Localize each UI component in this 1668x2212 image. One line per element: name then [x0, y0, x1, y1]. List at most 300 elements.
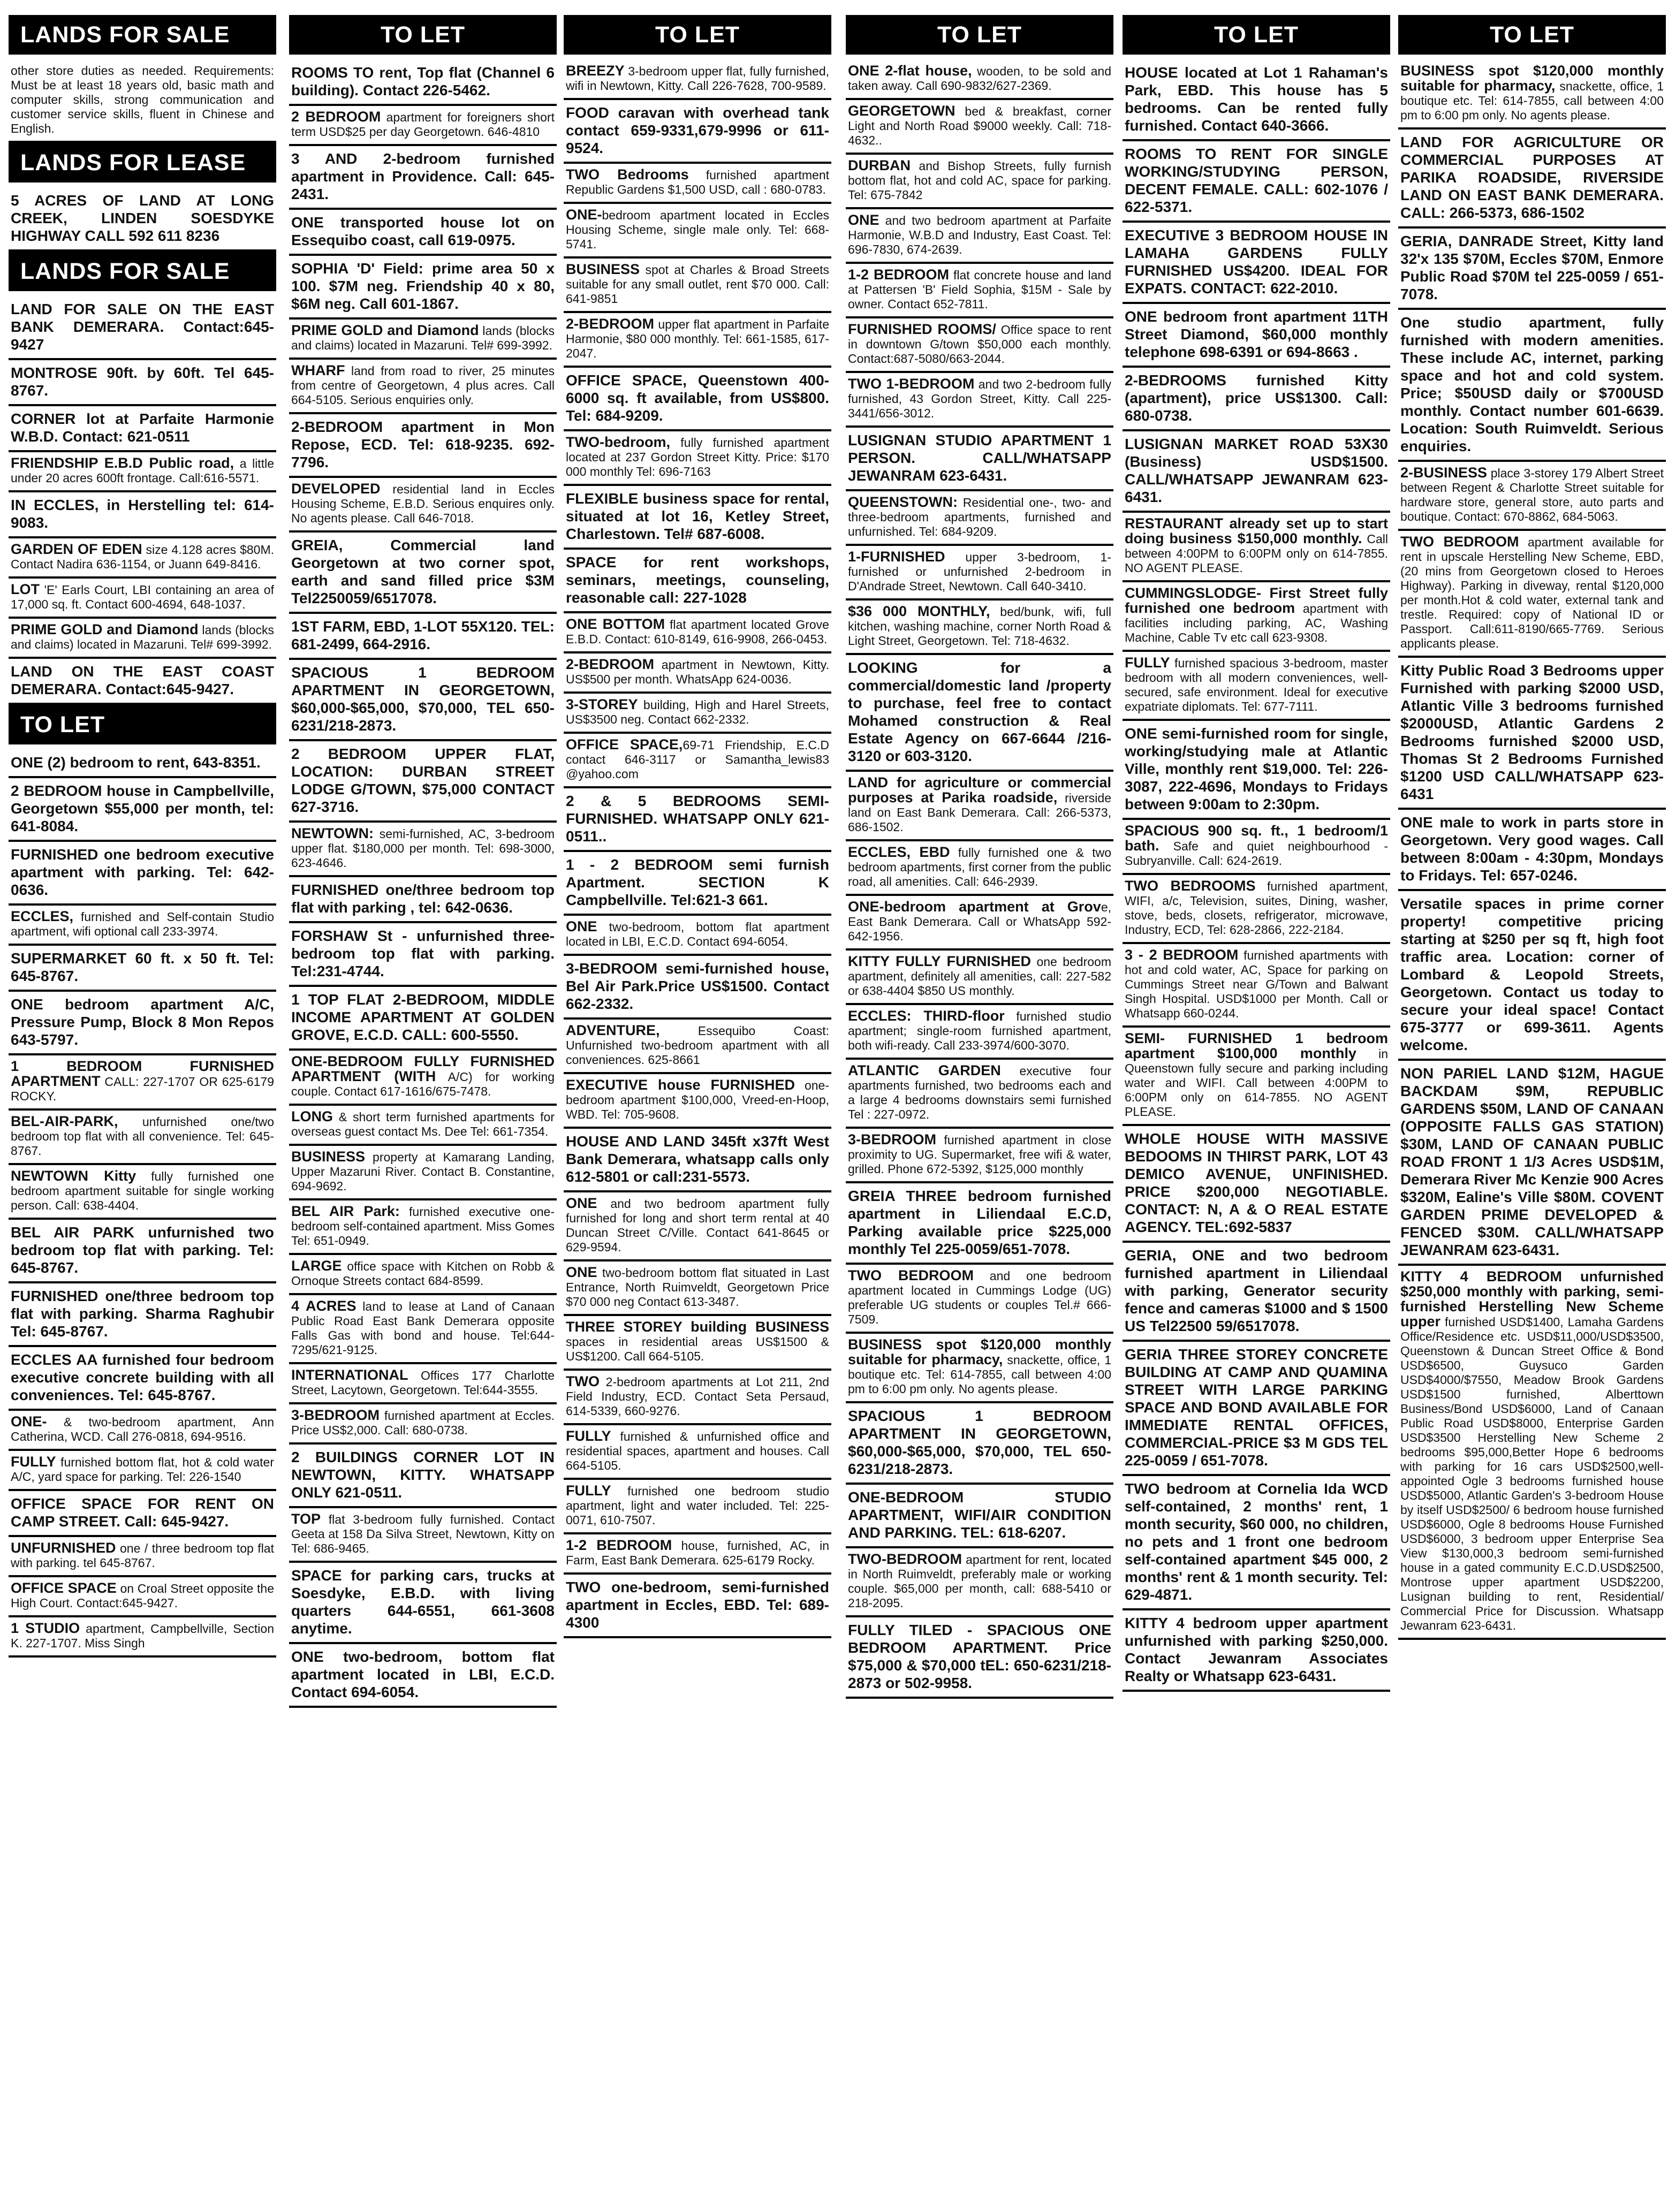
classified-ad	[846, 1265, 1113, 1334]
section-header-to-let: TO LET	[846, 15, 1113, 55]
ad-lead: ONE 2-flat house,	[848, 63, 972, 79]
ad-text: snackette, office, 1 boutique etc. Tel: 614-7855, call between 4:00 pm to 6:00 pm only. No agents please.	[848, 1353, 1111, 1396]
classified-ad	[1123, 652, 1390, 721]
classified-ad	[9, 906, 276, 946]
ad-text: 'E' Earls Court, LBI containing an area of 17,000 sq. ft. Contact 600-4694, 648-1037.	[11, 583, 274, 611]
ad-text: property at Kamarang Landing, Upper Mazaruni River. Contact B. Constantine, 694-9692.	[291, 1150, 555, 1193]
ad-text: OFFICE SPACE, Queenstown 400-6000 sq. ft available, from US$800. Tel: 684-9209.	[566, 372, 829, 424]
ad-lead: ECCLES, EBD	[848, 844, 950, 860]
classified-ad	[846, 1617, 1113, 1699]
classified-ad	[289, 923, 557, 987]
ad-lead: 1 BEDROOM FURNISHED APARTMENT	[11, 1058, 274, 1089]
ad-text: land from road to river, 25 minutes from centre of Georgetown, 4 plus acres. Call 664-5105. Serious enquiries only.	[291, 364, 555, 407]
ad-text: ROOMS TO rent, Top flat (Channel 6 building). Contact 226-5462.	[291, 64, 555, 98]
classified-ad	[9, 992, 276, 1055]
ad-text: One studio apartment, fully furnished with modern amenities. These include AC, internet, parking space and hot and cold system. Price; $50USD daily or $700USD monthly. Contact number 601-6639. Location: South Ruimveldt. Serious enquiries.	[1400, 314, 1664, 454]
section-header-to-let: TO LET	[1398, 15, 1666, 55]
classified-ad	[289, 741, 557, 823]
ad-text: one bedroom apartment, definitely all amenities, call: 227-582 or 638-4404 $850 US monthly.	[848, 955, 1111, 998]
classified-ad	[564, 613, 831, 653]
classified-ad	[9, 579, 276, 619]
ad-text: furnished spacious 3-bedroom, master bedroom with all modern conveniences, well-secured, safe environment. Ideal for executive expatriate diplomats. Tel: 677-7111.	[1125, 656, 1388, 713]
ad-lead: OFFICE SPACE,	[566, 736, 683, 752]
ad-lead: FULLY	[1125, 655, 1170, 671]
ad-lead: 3 - 2 BEDROOM	[1125, 947, 1239, 963]
classified-ad	[846, 951, 1113, 1005]
ad-lead: $36 000 MONTHLY,	[848, 603, 990, 619]
ad-text: furnished studio apartment; single-room furnished apartment, both wifi-ready. Call 233-3974/600-3070.	[848, 1009, 1111, 1052]
ad-text: furnished apartments with hot and cold water, AC, Space for parking on Cummings Street near G/Town and Balwant Singh Hospital. USD$1000 per Month. Call or Whatsapp 660-0244.	[1125, 948, 1388, 1020]
ad-lead: KITTY 4 BEDROOM unfurnished $250,000 monthly with parking, semi-furnished Herstelling New Scheme upper	[1400, 1268, 1664, 1329]
ad-lead: ONE-	[11, 1413, 47, 1430]
ad-text: ONE bedroom apartment A/C, Pressure Pump, Block 8 Mon Repos 643-5797.	[11, 996, 274, 1048]
ad-lead: ONE-BEDROOM FULLY FURNISHED APARTMENT (WITH	[291, 1053, 555, 1084]
classified-ad	[289, 823, 557, 877]
classified-ad	[564, 1129, 831, 1192]
ad-text: 2-BEDROOM apartment in Mon Repose, ECD. Tel: 618-9235. 692-7796.	[291, 419, 555, 470]
classified-ad	[9, 1617, 276, 1658]
ad-text: BEL AIR PARK unfurnished two bedroom top flat with parking. Tel: 645-8767.	[11, 1224, 274, 1276]
ad-lead: 1-2 BEDROOM	[566, 1537, 672, 1553]
classified-ad	[1398, 229, 1666, 310]
ad-text: furnished and Self-contain Studio apartment, wifi optional call 233-3974.	[11, 910, 274, 938]
ad-lead: 3-BEDROOM	[291, 1407, 380, 1423]
classified-ad	[564, 1371, 831, 1425]
classified-ad	[9, 1165, 276, 1220]
column-3	[564, 15, 831, 2201]
classified-ad	[1398, 60, 1666, 130]
ad-text: Essequibo Coast: Unfurnished two-bedroom apartment with all conveniences. 625-8661	[566, 1024, 829, 1067]
ad-text: 2-BEDROOMS furnished Kitty (apartment), price US$1300. Call: 680-0738.	[1125, 372, 1388, 424]
ad-text: LAND FOR AGRICULTURE OR COMMERCIAL PURPOSES AT PARIKA ROADSIDE, RIVERSIDE LAND ON EAST BANK DEMERARA. CALL: 266-5373, 686-1502	[1400, 134, 1664, 221]
classified-ad	[1123, 513, 1390, 582]
ad-lead: TOP	[291, 1511, 321, 1527]
classified-ad	[846, 896, 1113, 951]
ad-lead: 1-FURNISHED	[848, 549, 945, 565]
ad-lead: ONE	[566, 1195, 597, 1211]
ad-text: place 3-storey 179 Albert Street between Regent & Charlotte Street suitable for hardware store, general store, auto parts and boutique. Contact: 670-8862, 684-5063.	[1400, 466, 1664, 523]
classified-ad	[564, 1192, 831, 1261]
ad-text: ONE semi-furnished room for single, working/studying male at Atlantic Ville, monthly rent $19,000. Tel: 226-3087, 222-4696, Mondays to Fridays between 9:00am to 2:30pm.	[1125, 725, 1388, 812]
ad-text: 3 AND 2-bedroom furnished apartment in Providence. Call: 645-2431.	[291, 150, 555, 202]
classified-ad	[564, 100, 831, 164]
ad-text: LUSIGNAN MARKET ROAD 53X30 (Business) USD$1500. CALL/WHATSAPP JEWANRAM 623-6431.	[1125, 436, 1388, 505]
ad-text: one-bedroom apartment $100,000, Vreed-en-Hoop, WBD. Tel: 705-9608.	[566, 1078, 829, 1121]
ad-text: TWO bedroom at Cornelia Ida WCD self-contained, 2 months' rent, 1 month security, $60 000, no children, no pets and 1 front one bedroom self-contained apartment $45 000, 2 months' rent & 1 month security. Tel: 629-4871.	[1125, 1480, 1388, 1603]
ad-text: apartment in Newtown, Kitty. US$500 per month. WhatsApp 624-0036.	[566, 658, 829, 686]
classified-ad	[1123, 1342, 1390, 1476]
ad-text: ONE two-bedroom, bottom flat apartment located in LBI, E.C.D. Contact 694-6054.	[291, 1648, 555, 1700]
classified-ad	[289, 1255, 557, 1295]
classified-ad	[564, 550, 831, 613]
ad-text: flat 3-bedroom fully furnished. Contact Geeta at 158 Da Silva Street, Newtown, Kitty on Tel: 686-9465.	[291, 1512, 555, 1555]
ad-text: GREIA, Commercial land Georgetown at two corner spot, earth and sand filled price $3M Tel2250059/6517078.	[291, 537, 555, 606]
ad-text: fully furnished apartment located at 237 Gordon Street Kitty. Price: $170 000 monthly Tel: 696-7163	[566, 436, 829, 478]
ad-text: spot at Charles & Broad Streets suitable for any small outlet, rent $70 000. Call: 641-9851	[566, 263, 829, 306]
classified-ad	[289, 60, 557, 106]
classified-ad	[289, 1644, 557, 1708]
classified-ad	[564, 259, 831, 313]
ad-lead: 2-BUSINESS	[1400, 465, 1488, 481]
ad-text: on Croal Street opposite the High Court. Contact:645-9427.	[11, 1582, 274, 1610]
classified-ad	[564, 1534, 831, 1575]
ad-text: LAND ON THE EAST COAST DEMERARA. Contact:645-9427.	[11, 663, 274, 697]
classified-ad	[289, 320, 557, 360]
classified-ad	[9, 1347, 276, 1411]
ad-text: ONE male to work in parts store in Georgetown. Very good wages. Call between 8:00am - 4:30pm, Mondays to Fridays. Tel: 657-0246.	[1400, 814, 1664, 884]
classified-ad	[1398, 310, 1666, 462]
classified-ad	[846, 318, 1113, 373]
ad-text: FORSHAW St - unfurnished three-bedroom top flat with parking. Tel:231-4744.	[291, 928, 555, 979]
ad-lead: FURNISHED ROOMS/	[848, 321, 996, 337]
classified-ad	[9, 1220, 276, 1283]
ad-lead: 1-2 BEDROOM	[848, 267, 950, 283]
ad-lead: TWO 1-BEDROOM	[848, 376, 975, 392]
classified-ad	[1123, 721, 1390, 820]
ad-lead: TWO	[566, 1373, 600, 1389]
ad-text: CORNER lot at Parfaite Harmonie W.B.D. Contact: 621-0511	[11, 411, 274, 445]
ad-text: riverside land on East Bank Demerara. Call: 266-5373, 686-1502.	[848, 791, 1112, 834]
ad-text: OFFICE SPACE FOR RENT ON CAMP STREET. Call: 645-9427.	[11, 1495, 274, 1530]
ad-lead: ONE	[848, 212, 880, 228]
ad-lead: 3-STOREY	[566, 696, 638, 712]
ad-text: flat apartment located Grove E.B.D. Contact: 610-8149, 616-9908, 266-0453.	[566, 618, 829, 646]
ad-text: apartment available for rent in upscale Herstelling New Scheme, EBD, (20 mins from Georgetown closed to Heroes Highway). Parking in diveway, rental $120,000 per month.Hot & cold water, external tank and trestle. Required: copy of National ID or Passport. Call:611-8190/665-7769. Serious applicants please.	[1400, 535, 1664, 650]
ad-lead: ADVENTURE,	[566, 1022, 660, 1038]
ad-text: & short term furnished apartments for overseas guest contact Ms. Dee Tel: 661-7354.	[291, 1110, 555, 1138]
classified-ad	[1398, 891, 1666, 1061]
ad-text: apartment with facilities including parking, AC, Washing Machine, Cable Tv etc call 623-9308.	[1125, 602, 1388, 644]
ad-text: A/C) for working couple. Contact 617-1616/675-7478.	[291, 1070, 555, 1098]
classified-ad	[1123, 1126, 1390, 1243]
classified-ad	[564, 694, 831, 734]
classified-ad	[846, 60, 1113, 100]
classified-ad	[9, 946, 276, 992]
classified-ad	[9, 538, 276, 579]
ad-text: furnished executive one-bedroom self-contained apartment. Miss Gomes Tel: 651-0949.	[291, 1205, 555, 1248]
column-5	[1123, 15, 1390, 2201]
ad-lead: RESTAURANT already set up to start doing business $150,000 monthly.	[1125, 515, 1388, 546]
classified-ad	[9, 297, 276, 360]
ad-text: furnished apartment, WIFI, a/c, Television, suites, Dining, washer, stove, beds, closets, refrigerator, microwave, Industry, ECD, Tel: 628-2866, 222-2184.	[1125, 879, 1388, 937]
ad-text: furnished apartment at Eccles. Price US$2,000. Call: 680-0738.	[291, 1409, 555, 1437]
classified-ad	[289, 146, 557, 210]
ad-lead: 3-BEDROOM	[848, 1131, 937, 1147]
ad-text: LOOKING for a commercial/domestic land /property to purchase, feel free to contact Mohamed construction & Real Estate Agency on 667-6644 /216-3120 or 603-3120.	[848, 659, 1111, 764]
classified-ad	[564, 204, 831, 259]
ad-text: furnished apartment in close proximity to UG. Supermarket, free wifi & water, grilled. Phone 672-5392, $125,000 monthly	[848, 1133, 1111, 1176]
classified-ad	[9, 188, 276, 252]
ad-text: lands (blocks and claims) located in Mazaruni. Tel# 699-3992.	[11, 623, 275, 651]
classified-ad	[846, 1183, 1113, 1265]
ad-text: ONE-BEDROOM STUDIO APARTMENT, WIFI/AIR CONDITION AND PARKING. TEL: 618-6207.	[848, 1489, 1111, 1541]
section-header: LANDS FOR SALE	[9, 252, 276, 291]
classified-ad	[846, 1060, 1113, 1129]
ad-text: building, High and Harel Streets, US$3500 neg. Contact 662-2332.	[566, 698, 829, 726]
classified-ad	[846, 491, 1113, 546]
ad-lead: WHARF	[291, 362, 345, 378]
ad-text: flat concrete house and land at Pattersen 'B' Field Sophia, $15M - Sale by owner. Contact 652-7811.	[848, 268, 1111, 311]
classified-ad	[564, 60, 831, 100]
ad-text: Office space to rent in downtown G/town $50,000 each monthly. Contact:687-5080/663-2044.	[848, 323, 1112, 366]
ad-text: 2 BEDROOM house in Campbellville, Georgetown $55,000 per month, tel: 641-8084.	[11, 782, 274, 834]
ad-text: in Queenstown fully secure and parking including water and WIFI. Call between 4:00PM to 6:00PM only on 614-7855. NO AGENT PLEASE.	[1125, 1047, 1388, 1119]
ad-text: unfurnished one/two bedroom top flat with all convenience. Tel: 645-8767.	[11, 1115, 274, 1158]
ad-text: executive four apartments furnished, two bedrooms each and a large 4 bedrooms downstairs semi furnished Tel : 227-0972.	[848, 1064, 1111, 1121]
ad-text: and one bedroom apartment located in Cummings Lodge (UG) preferable UG students or couples Tel.# 666-7509.	[848, 1269, 1111, 1326]
ad-text: 1ST FARM, EBD, 1-LOT 55X120. TEL: 681-2499, 664-2916.	[291, 618, 555, 652]
ad-text: 2 BEDROOM UPPER FLAT, LOCATION: DURBAN STREET LODGE G/TOWN, $75,000 CONTACT 627-3716.	[291, 746, 555, 815]
classified-ad	[1123, 60, 1390, 141]
ad-lead: ATLANTIC GARDEN	[848, 1062, 1001, 1078]
section-header-to-let: TO LET	[1123, 15, 1390, 55]
classified-ad	[564, 1425, 831, 1480]
classified-ad	[564, 1074, 831, 1129]
classified-ad	[9, 619, 276, 659]
ad-lead: ONE-bedroom apartment at Grov	[848, 899, 1101, 915]
classified-ad	[564, 916, 831, 956]
ad-text: GERIA, ONE and two bedroom furnished apartment in Liliendaal with parking, Generator security fence and cameras $1000 and $ 1500 US Tel22500 59/6517078.	[1125, 1247, 1388, 1334]
column-4	[846, 15, 1113, 2201]
ad-text: snackette, office, 1 boutique etc. Tel: 614-7855, call between 4:00 pm to 6:00 pm only. No agents please.	[1400, 79, 1664, 122]
ad-text: and two 2-bedroom fully furnished, 43 Gordon Street, Kitty. Call 225- 3441/656-3012.	[848, 377, 1111, 420]
ad-lead: PRIME GOLD and Diamond	[11, 621, 199, 637]
section-header-to-let: TO LET	[564, 15, 831, 55]
classified-ad	[289, 210, 557, 256]
classified-ad	[289, 1563, 557, 1644]
classified-ad	[1123, 304, 1390, 368]
classified-ad	[289, 1200, 557, 1255]
ad-lead: SPACIOUS 900 sq. ft., 1 bedroom/1 bath.	[1125, 823, 1388, 854]
ad-text: furnished bottom flat, hot & cold water A/C, yard space for parking. Tel: 226-1540	[11, 1455, 274, 1484]
classified-ad	[564, 1480, 831, 1534]
classified-ad	[846, 264, 1113, 318]
ad-text: house, furnished, AC, in Farm, East Bank Demerara. 625-6179 Rocky.	[566, 1539, 829, 1567]
classified-ad	[289, 256, 557, 320]
ad-text: furnished & unfurnished office and residential spaces, apartment and houses. Call 664-5105.	[566, 1430, 829, 1472]
ad-text: ONE (2) bedroom to rent, 643-8351.	[11, 754, 261, 771]
ad-lead: 2-BEDROOM	[566, 656, 655, 672]
ad-text: one / three bedroom top flat with parking. tel 645-8767.	[11, 1541, 274, 1570]
ad-text: NON PARIEL LAND $12M, HAGUE BACKDAM $9M, REPUBLIC GARDENS $50M, LAND OF CANAAN (OPPOSITE FALLS GAS STATION) $30M, LAND OF CANAAN PUBLIC ROAD FRONT 1 1/3 Acres USD$1M, Demerara River Mc Kenzie 900 Acres $320M, Ealine's Ville $80M. COVENT GARDEN PRIME DEVELOPED & FENCED $30M. CALL/WHATSAPP JEWANRAM 623-6431.	[1400, 1065, 1664, 1258]
ad-text: FURNISHED one/three bedroom top flat with parking. Sharma Raghubir Tel: 645-8767.	[11, 1288, 274, 1340]
classified-ad	[289, 360, 557, 414]
ad-lead: KITTY FULLY FURNISHED	[848, 953, 1032, 969]
ad-text: 1 - 2 BEDROOM semi furnish Apartment. SECTION K Campbellville. Tel:621-3 661.	[566, 856, 829, 908]
ad-text: 3-BEDROOM semi-furnished house, Bel Air Park.Price US$1500. Contact 662-2332.	[566, 960, 829, 1012]
ad-lead: TWO BEDROOM	[848, 1267, 974, 1283]
ad-text: furnished one bedroom studio apartment, light and water included. Tel: 225-0071, 610-7507.	[566, 1484, 829, 1527]
ad-text: Residential one-, two- and three-bedroom apartments, furnished and unfurnished. Tel: 684-9209.	[848, 496, 1111, 538]
ad-lead: OFFICE SPACE	[11, 1580, 117, 1596]
column-6	[1398, 15, 1666, 2201]
ad-text: SPACE for parking cars, trucks at Soesdyke, E.B.D. with living quarters 644-6551, 661-3608 anytime.	[291, 1567, 555, 1637]
classified-ad	[564, 956, 831, 1020]
ad-text: bed & breakfast, corner Light and North Road $9000 weekly. Call: 718-4632..	[848, 104, 1111, 147]
classified-ad	[289, 660, 557, 741]
classified-ad	[9, 360, 276, 406]
classified-ad	[9, 406, 276, 452]
classified-ad	[846, 546, 1113, 600]
classified-ad	[9, 778, 276, 842]
ad-text: & two-bedroom apartment, Ann Catherina, WCD. Call 276-0818, 694-9516.	[11, 1415, 274, 1443]
ad-text: 69-71 Friendship, E.C.D contact 646-3117 or Samantha_lewis83 @yahoo.com	[566, 738, 829, 781]
classified-ad	[1398, 462, 1666, 531]
ad-text: CALL: 227-1707 OR 625-6179 ROCKY.	[11, 1075, 274, 1103]
ad-text: SOPHIA 'D' Field: prime area 50 x 100. $7M neg. Friendship 40 x 80, $6M neg. Call 601-1867.	[291, 260, 555, 312]
section-header: TO LET	[9, 705, 276, 744]
ad-text: FULLY TILED - SPACIOUS ONE BEDROOM APARTMENT. Price $75,000 & $70,000 tEL: 650-6231/218-2873 or 502-9958.	[848, 1622, 1111, 1691]
classified-ad	[846, 100, 1113, 155]
section-header-to-let: TO LET	[289, 15, 557, 55]
ad-lead: ONE	[566, 918, 597, 934]
ad-lead: BUSINESS spot $120,000 monthly suitable for pharmacy,	[1400, 63, 1664, 94]
classified-ad	[289, 1146, 557, 1200]
ad-text: TWO one-bedroom, semi-furnished apartment in Eccles, EBD. Tel: 689-4300	[566, 1579, 829, 1631]
ad-text: wooden, to be sold and taken away. Call 690-9832/627-2369.	[848, 64, 1111, 93]
classified-ad	[289, 1295, 557, 1364]
classified-ad	[846, 1334, 1113, 1403]
classified-ad	[9, 750, 276, 778]
ad-text: 2 BUILDINGS CORNER LOT IN NEWTOWN, KITTY. WHATSAPP ONLY 621-0511.	[291, 1449, 555, 1501]
ad-lead: NEWTOWN:	[291, 825, 374, 841]
ad-lead: TWO BEDROOMS	[1125, 878, 1256, 894]
ad-lead: UNFURNISHED	[11, 1540, 116, 1556]
ad-text: 5 ACRES OF LAND AT LONG CREEK, LINDEN SOESDYKE HIGHWAY CALL 592 611 8236	[11, 192, 274, 244]
classified-ad	[1398, 1266, 1666, 1640]
ad-text: upper flat apartment in Parfaite Harmonie, $80 000 monthly. Tel: 661-1585, 617-2047.	[566, 317, 829, 360]
classified-ad	[1123, 820, 1390, 875]
classified-ad	[289, 1364, 557, 1404]
ad-lead: TWO BEDROOM	[1400, 534, 1519, 550]
ad-lead: TWO Bedrooms	[566, 166, 689, 183]
ad-lead: LOT	[11, 581, 40, 597]
ad-text: semi-furnished, AC, 3-bedroom upper flat. $180,000 per month. Tel: 698-3000, 623-4646.	[291, 827, 555, 870]
classified-ad	[9, 452, 276, 492]
ad-lead: TWO-BEDROOM	[848, 1551, 962, 1567]
classified-ad	[9, 659, 276, 705]
classified-ad	[289, 1051, 557, 1106]
ad-lead: BEL-AIR-PARK,	[11, 1113, 118, 1129]
ad-text: ROOMS TO RENT FOR SINGLE WORKING/STUDYING PERSON, DECENT FEMALE. CALL: 602-1076 / 622-5371.	[1125, 146, 1388, 215]
classified-ad	[289, 614, 557, 660]
classified-ad	[564, 1020, 831, 1074]
classified-ad	[846, 841, 1113, 896]
classified-ad	[564, 1261, 831, 1316]
classified-ad	[289, 1404, 557, 1445]
ad-lead: ECCLES: THIRD-floor	[848, 1008, 1005, 1024]
ad-text: KITTY 4 bedroom upper apartment unfurnished with parking $250,000. Contact Jewanram Associates Realty or Whatsapp 623-6431.	[1125, 1615, 1388, 1684]
ad-text: ECCLES AA furnished four bedroom executive concrete building with all conveniences. Tel: 645-8767.	[11, 1351, 274, 1403]
column-1	[9, 15, 276, 2201]
classified-ad	[9, 60, 276, 143]
classified-ad	[289, 1445, 557, 1508]
classified-ad	[846, 772, 1113, 841]
ad-lead: GARDEN OF EDEN	[11, 541, 142, 557]
ad-text: FLEXIBLE business space for rental, situated at lot 16, Ketley Street, Charlestown. Tel# 687-6008.	[566, 490, 829, 542]
ad-text: spaces in residential areas US$1500 & US$1200. Call 664-5105.	[566, 1335, 829, 1363]
classified-ad	[1123, 944, 1390, 1028]
classified-ad	[846, 1548, 1113, 1617]
ad-lead: BUSINESS	[566, 261, 640, 277]
ad-text: SPACIOUS 1 BEDROOM APARTMENT IN GEORGETOWN, $60,000-$65,000, $70,000, TEL 650-6231/218-2873.	[291, 664, 555, 734]
ad-lead: SEMI- FURNISHED 1 bedroom apartment $100,000 monthly	[1125, 1030, 1388, 1061]
classified-ad	[846, 155, 1113, 209]
ad-text: 2-bedroom apartments at Lot 211, 2nd Field Industry, ECD. Contact Seta Persaud, 614-5339, 660-9276.	[566, 1375, 829, 1418]
classified-ad	[1398, 531, 1666, 658]
classified-ad	[846, 600, 1113, 655]
ad-text: and two bedroom apartment at Parfaite Harmonie, W.B.D and Industry, East Coast. Tel: 696-7830, 674-2639.	[848, 214, 1111, 256]
ad-lead: FRIENDSHIP E.B.D Public road,	[11, 455, 234, 471]
ad-text: a little under 20 acres 600ft frontage. Call:616-5571.	[11, 457, 274, 485]
ad-text: fully furnished one & two bedroom apartments, first corner from the public road, all amenities. Call: 646-2939.	[848, 846, 1111, 888]
classified-ad	[289, 533, 557, 614]
classified-ad	[9, 1537, 276, 1577]
classified-ad	[1123, 582, 1390, 652]
classified-ad	[564, 788, 831, 852]
ad-text: LAND FOR SALE ON THE EAST BANK DEMERARA. Contact:645-9427	[11, 301, 274, 353]
ad-text: HOUSE located at Lot 1 Rahaman's Park, EBD. This house has 5 bedrooms. Can be rented fully furnished. Contact 640-3666.	[1125, 64, 1388, 134]
ad-text: FURNISHED one bedroom executive apartment with parking. Tel: 642-0636.	[11, 846, 274, 898]
classified-ad	[846, 209, 1113, 264]
classified-ad	[564, 164, 831, 204]
ad-text: office space with Kitchen on Robb & Ornoque Streets contact 684-8599.	[291, 1259, 555, 1288]
ad-text: land to lease at Land of Canaan Public Road East Bank Demerara opposite Falls Gas with bond and house. Tel:644-7295/621-9125.	[291, 1299, 555, 1357]
classified-ad	[1123, 1610, 1390, 1692]
ad-lead: CUMMINGSLODGE- First Street fully furnished one bedroom	[1125, 585, 1388, 616]
ad-text: two-bedroom bottom flat situated in Last Entrance, North Ruimveldt, Georgetown Price $70 000 neg Contact 613-3487.	[566, 1266, 829, 1309]
classified-ad	[564, 431, 831, 486]
ad-text: Offices 177 Charlotte Street, Lacytown, Georgetown. Tel:644-3555.	[291, 1369, 555, 1397]
ad-lead: ONE	[566, 1264, 597, 1280]
classified-ad	[9, 1577, 276, 1617]
classified-ad	[289, 1106, 557, 1146]
classified-ad	[9, 1111, 276, 1165]
classified-ad	[289, 414, 557, 478]
ad-lead: 2-BEDROOM	[566, 316, 655, 332]
ad-text: FOOD caravan with overhead tank contact 659-9331,679-9996 or 611-9524.	[566, 104, 829, 156]
classified-ad	[846, 655, 1113, 772]
classified-ad	[846, 1403, 1113, 1485]
classified-ad	[289, 478, 557, 533]
ad-lead: ECCLES,	[11, 908, 74, 924]
classified-ad	[9, 1451, 276, 1491]
ad-lead: PRIME GOLD and Diamond	[291, 322, 479, 338]
classified-ad	[564, 486, 831, 550]
ad-text: lands (blocks and claims) located in Mazaruni. Tel# 699-3992.	[291, 324, 555, 352]
ad-lead: NEWTOWN Kitty	[11, 1168, 137, 1184]
classified-ad	[564, 1316, 831, 1371]
classified-ad	[564, 313, 831, 368]
ad-text: SPACE for rent workshops, seminars, meetings, counseling, reasonable call: 227-1028	[566, 554, 829, 606]
classified-ad	[1123, 141, 1390, 223]
ad-text: GERIA, DANRADE Street, Kitty land 32'x 135 $70M, Eccles $70M, Enmore Public Road $70M tel 225-0059 / 651-7078.	[1400, 233, 1664, 302]
classified-ad	[289, 1508, 557, 1563]
ad-lead: FULLY	[566, 1483, 611, 1499]
ad-lead: QUEENSTOWN:	[848, 494, 958, 510]
ad-text: MONTROSE 90ft. by 60ft. Tel 645-8767.	[11, 364, 274, 399]
ad-lead: FULLY	[566, 1428, 611, 1444]
ad-text: bed/bunk, wifi, full kitchen, washing machine, corner North Road & Light Street, Georgetown. Tel: 718-4632.	[848, 605, 1111, 648]
ad-text: Safe and quiet neighbourhood - Subryanville. Call: 624-2619.	[1125, 839, 1388, 868]
classified-ad	[289, 106, 557, 146]
ad-text: furnished USD$1400, Lamaha Gardens Office/Residence etc. USD$11,000/USD$3500, Queenstown & Duncan Street Office & Bond USD$6500, Guysuco Garden USD$4000/$7550, Meadow Brook Gardens USD$1500 furnished, Alberttown Business/Bond USD$6000, Land of Canaan Public Road USD$8000, Enterprise Garden USD$3500 Herstelling New Scheme 2 bedrooms $95,000,Better Hope 6 bedrooms with parking for 16 cars USD$2500,well-appointed Ogle 3 bedrooms furnished house USD$5000, Atlantic Garden's 3-bedroom House by itself USD$2500/ 6 bedroom house furnished USD$6000, Ogle 8 bedrooms House Furnished USD$6000, 3 bedroom upper Enterprise Sea View $130,000,3 bedroom semi-furnished house in a gated community E.C.D.USD$2500, Montrose upper apartment USD$2200, Lusignan building to rent, Residential/ Commercial Price for Discussion. Whatsapp Jewanram 623-6431.	[1400, 1315, 1664, 1632]
classified-ad	[1123, 875, 1390, 944]
classified-ad	[846, 1005, 1113, 1060]
ad-lead: 4 ACRES	[291, 1298, 357, 1314]
classified-ad	[1398, 810, 1666, 891]
ad-text: IN ECCLES, in Herstelling tel: 614-9083.	[11, 497, 274, 531]
